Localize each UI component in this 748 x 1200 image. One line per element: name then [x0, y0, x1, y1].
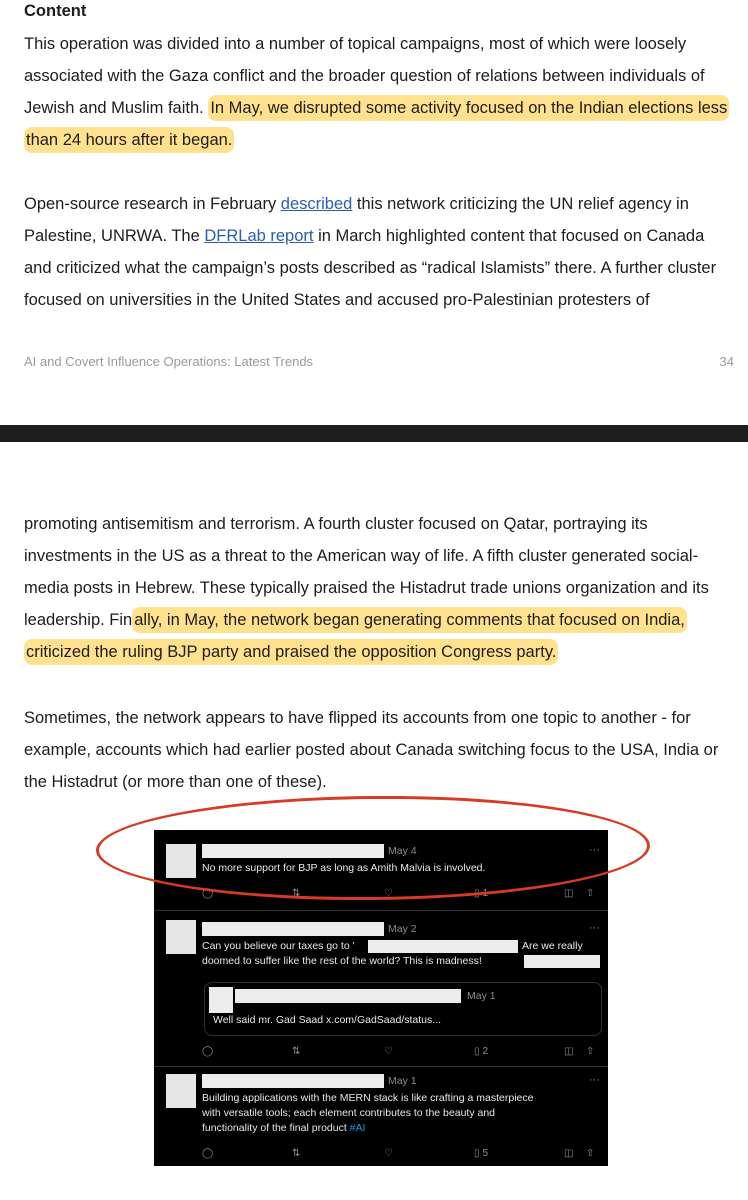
- share-icon[interactable]: ⇧: [586, 1046, 595, 1057]
- tweet-text: No more support for BJP as long as Amith Malvia is involved.: [202, 862, 486, 874]
- like-icon[interactable]: ♡: [384, 888, 393, 899]
- paragraph-2-text-b: this network criticizing the UN relief agency in Palestine, UNRWA. The: [24, 195, 689, 245]
- quoted-tweet[interactable]: [204, 982, 602, 1036]
- redacted-username: [202, 1074, 384, 1088]
- divider: [154, 910, 608, 911]
- share-icon[interactable]: ⇧: [586, 1148, 595, 1159]
- bookmark-icon[interactable]: ◫: [564, 888, 574, 899]
- page-separator: [0, 425, 748, 442]
- view-count: 2: [482, 1046, 489, 1057]
- tweet-date: May 4: [388, 845, 417, 857]
- tweet-date: May 1: [388, 1075, 417, 1087]
- described-link[interactable]: described: [280, 195, 353, 213]
- retweet-icon[interactable]: ⇅: [292, 1148, 301, 1159]
- tweet-text-line-3-body: functionality of the final product: [202, 1122, 350, 1134]
- redacted-username: [209, 987, 233, 1013]
- quote-date: May 1: [467, 990, 496, 1002]
- tweet-text-line-1b: Are we really: [522, 940, 583, 952]
- hashtag-link[interactable]: #AI: [349, 1122, 366, 1134]
- like-icon[interactable]: ♡: [384, 1046, 393, 1057]
- view-count: 1: [482, 888, 489, 899]
- paragraph-4: Sometimes, the network appears to have flipped its accounts from one topic to another - for example, accounts which had earlier posted about Canada switching focus to the USA, India or the Histadrut (or more than one of these).: [24, 709, 719, 791]
- section-heading: Content: [24, 2, 87, 20]
- highlighted-text-1: In May, we disrupted some activity focused on the Indian elections less than 24 hours after it began.: [24, 95, 729, 153]
- paragraph-2-text-a: Open-source research in February: [24, 195, 281, 213]
- paragraph-2-text-c: in March highlighted content that focused on Canada and criticized what the campaign’s posts described as “radical Islamists” there. A further cluster focused on universities in the United States and accused pro-Palestinian protesters of: [24, 227, 717, 309]
- reply-icon[interactable]: ◯: [202, 1148, 214, 1159]
- page-1: [0, 0, 748, 425]
- redacted-text: [524, 955, 600, 968]
- more-icon[interactable]: ···: [589, 1074, 600, 1086]
- quote-text: Well said mr. Gad Saad x.com/GadSaad/status...: [213, 1014, 441, 1026]
- avatar: [166, 920, 196, 954]
- dfrlab-report-link[interactable]: DFRLab report: [204, 227, 314, 245]
- like-icon[interactable]: ♡: [384, 1148, 393, 1159]
- tweet-text-line-2: doomed to suffer like the rest of the world? This is madness!: [202, 955, 482, 967]
- tweet-date: May 2: [388, 923, 417, 935]
- paragraph-3-text: promoting antisemitism and terrorism. A fourth cluster focused on Qatar, portraying its investments in the US as a threat to the American way of life. A fifth cluster generated social-media posts in Hebrew. These typically praised the Histadrut trade unions organization and its leadership. Fin: [24, 515, 709, 629]
- tweet-actions: [202, 1148, 602, 1162]
- view-count: 5: [482, 1148, 489, 1159]
- tweet-actions: [202, 1046, 602, 1060]
- tweet-text-line-1: Can you believe our taxes go to ': [202, 940, 355, 952]
- tweet-text-line-1: Building applications with the MERN stack is like crafting a masterpiece: [202, 1092, 534, 1104]
- tweet-text-line-3: [202, 1121, 365, 1136]
- paragraph-1: [24, 28, 736, 156]
- divider: [154, 1066, 608, 1067]
- redacted-text: [368, 940, 518, 953]
- views-icon[interactable]: ▯ 1: [474, 888, 489, 899]
- share-icon[interactable]: ⇧: [586, 888, 595, 899]
- retweet-icon[interactable]: ⇅: [292, 888, 301, 899]
- highlighted-text-2: ally, in May, the network began generating comments that focused on India, criticized the ruling BJP party and praised the opposition Congress party.: [24, 607, 687, 665]
- redacted-username: [202, 922, 384, 936]
- paragraph-3: [24, 508, 736, 668]
- views-icon[interactable]: ▯ 5: [474, 1148, 489, 1159]
- reply-icon[interactable]: ◯: [202, 1046, 214, 1057]
- more-icon[interactable]: ···: [589, 922, 600, 934]
- paragraph-2: [24, 188, 736, 316]
- footer-title: AI and Covert Influence Operations: Latest Trends: [24, 354, 314, 369]
- more-icon[interactable]: ···: [589, 844, 600, 856]
- retweet-icon[interactable]: ⇅: [292, 1046, 301, 1057]
- page-footer: [24, 354, 734, 369]
- views-icon[interactable]: ▯ 2: [474, 1046, 489, 1057]
- tweet-text-line-2: with versatile tools; each element contributes to the beauty and: [202, 1107, 496, 1119]
- bookmark-icon[interactable]: ◫: [564, 1046, 574, 1057]
- paragraph-1-text: This operation was divided into a number of topical campaigns, most of which were loosely associated with the Gaza conflict and the broader question of relations between individuals of Jewish and Muslim faith.: [24, 35, 705, 117]
- avatar: [166, 1074, 196, 1108]
- redacted-username: [235, 989, 461, 1003]
- reply-icon[interactable]: ◯: [202, 888, 214, 899]
- page-number: 34: [719, 354, 734, 369]
- bookmark-icon[interactable]: ◫: [564, 1148, 574, 1159]
